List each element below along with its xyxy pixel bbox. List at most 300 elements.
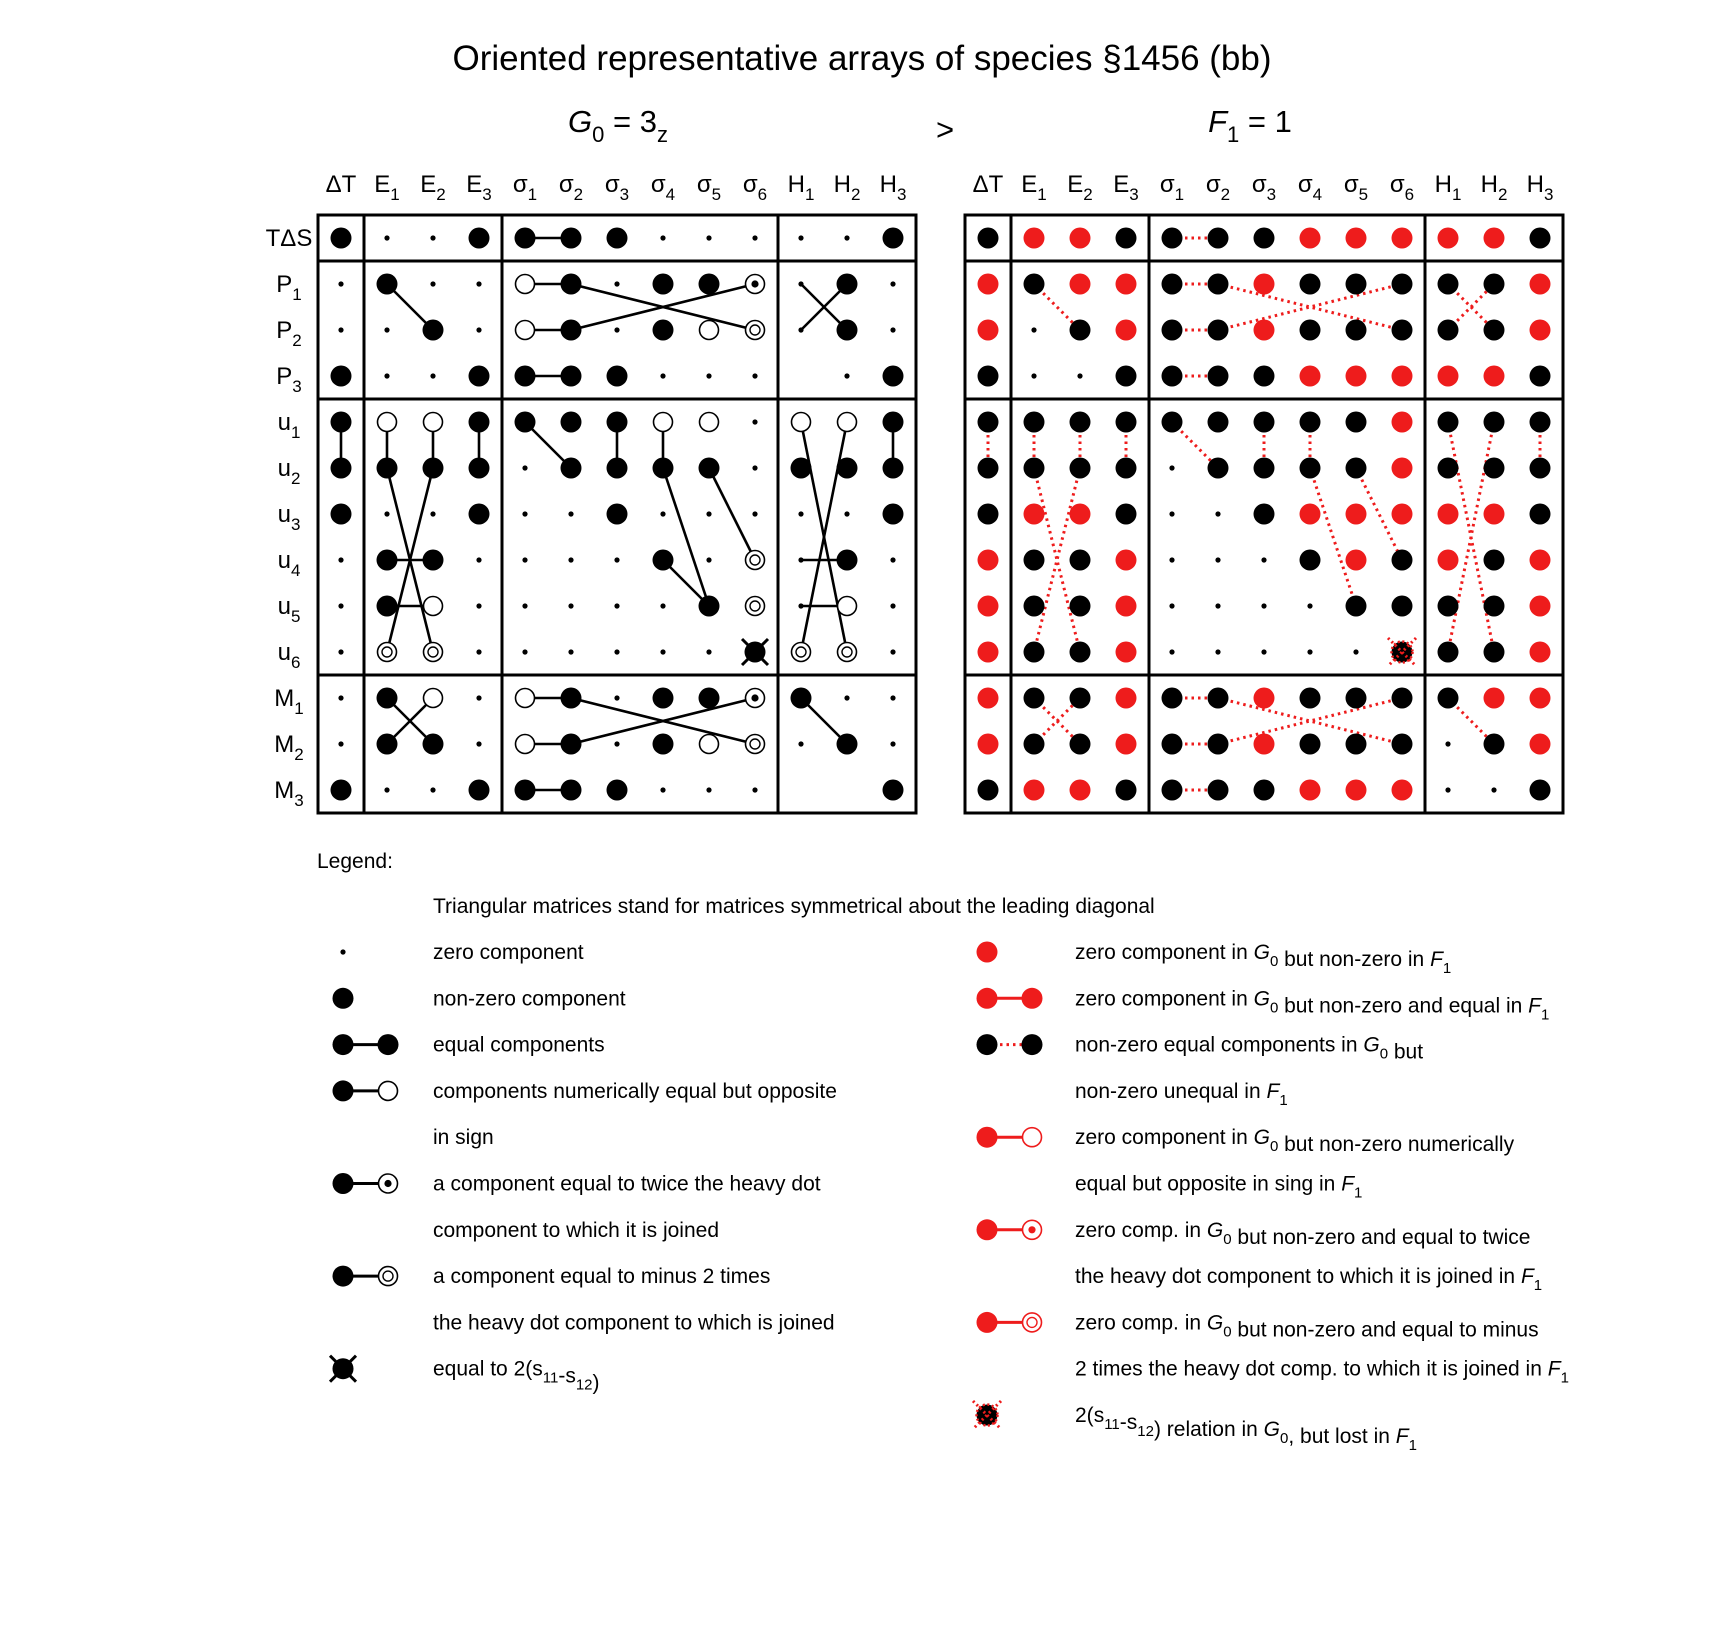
cell-r12-c8 bbox=[706, 787, 711, 792]
cell-r9-c11 bbox=[838, 643, 857, 662]
cell-r12-c7 bbox=[660, 787, 665, 792]
header-f1: $F_1 = 1$ bbox=[1208, 104, 1292, 147]
link-20 bbox=[663, 468, 709, 606]
cell-r7-c2 bbox=[423, 550, 444, 571]
cell-r3-c12 bbox=[1530, 366, 1551, 387]
cell-r5-c11 bbox=[1484, 458, 1505, 479]
cell-r11-c9 bbox=[1392, 734, 1413, 755]
cell-r8-c10 bbox=[798, 603, 803, 608]
cell-r12-c12 bbox=[883, 780, 904, 801]
cell-r8-c0 bbox=[338, 603, 343, 608]
cell-r8-c8 bbox=[1346, 596, 1367, 617]
cell-r9-c4 bbox=[1169, 649, 1174, 654]
cell-r1-c8 bbox=[1346, 274, 1367, 295]
cell-r6-c12 bbox=[1530, 504, 1551, 525]
cell-r12-c6 bbox=[607, 780, 628, 801]
legend-right-text-2-0: non-zero equal components in $G_0$ but bbox=[1075, 1033, 1424, 1064]
cell-r5-c10 bbox=[1438, 458, 1459, 479]
cell-r6-c3 bbox=[1116, 504, 1137, 525]
cell-r0-c0 bbox=[978, 228, 999, 249]
cell-r11-c3 bbox=[476, 741, 481, 746]
legend-left-symbol-1 bbox=[333, 988, 354, 1009]
cell-r8-c3 bbox=[476, 603, 481, 608]
cell-r12-c3 bbox=[1116, 780, 1137, 801]
col-label-f1-1: $E_1$ bbox=[1021, 171, 1047, 204]
cell-r8-c12 bbox=[890, 603, 895, 608]
row-label-6: $u_3$ bbox=[277, 501, 301, 534]
cell-r0-c4 bbox=[515, 228, 536, 249]
cell-r11-c0 bbox=[978, 734, 999, 755]
cell-r7-c3 bbox=[476, 557, 481, 562]
legend-left-text-3-1: in sign bbox=[433, 1126, 494, 1150]
cell-r3-c2 bbox=[1077, 373, 1082, 378]
cell-r8-c11 bbox=[838, 597, 857, 616]
cell-r9-c3 bbox=[476, 649, 481, 654]
cell-r9-c4 bbox=[522, 649, 527, 654]
legend-left-text-0-0: zero component bbox=[433, 941, 584, 964]
cell-r8-c2 bbox=[1070, 596, 1091, 617]
col-label-g0-4: $\sigma_1$ bbox=[512, 171, 538, 204]
cell-r12-c12 bbox=[1530, 780, 1551, 801]
cell-r3-c3 bbox=[469, 366, 490, 387]
cell-r8-c8 bbox=[699, 596, 720, 617]
cell-r3-c7 bbox=[1300, 366, 1321, 387]
legend-left-symbol-0 bbox=[340, 949, 345, 954]
cell-r0-c10 bbox=[1438, 228, 1459, 249]
legend-left-symbol-2-a bbox=[333, 1034, 354, 1055]
cell-r2-c7 bbox=[1300, 320, 1321, 341]
cell-r11-c2 bbox=[1070, 734, 1091, 755]
cell-r6-c2 bbox=[430, 511, 435, 516]
cell-r1-c3 bbox=[1116, 274, 1137, 295]
cell-r3-c0 bbox=[978, 366, 999, 387]
cell-r5-c7 bbox=[653, 458, 674, 479]
cell-r1-c11 bbox=[837, 274, 858, 295]
cell-r2-c9 bbox=[746, 321, 765, 340]
legend-left-text-3-0: components numerically equal but opposite bbox=[433, 1079, 837, 1103]
cell-r7-c1 bbox=[377, 550, 398, 571]
cell-r2-c11 bbox=[1484, 320, 1505, 341]
cell-r4-c6 bbox=[607, 412, 628, 433]
cell-r7-c4 bbox=[522, 557, 527, 562]
cell-r3-c8 bbox=[706, 373, 711, 378]
cell-r0-c7 bbox=[1300, 228, 1321, 249]
cell-r1-c2 bbox=[1070, 274, 1091, 295]
cell-r3-c1 bbox=[1031, 373, 1036, 378]
cell-r2-c4 bbox=[1162, 320, 1183, 341]
cell-r4-c3 bbox=[1116, 412, 1137, 433]
legend-right-symbol-4 bbox=[977, 1219, 1042, 1240]
cell-r1-c7 bbox=[1300, 274, 1321, 295]
row-label-0: TΔS bbox=[265, 225, 313, 252]
cell-r4-c11 bbox=[838, 413, 857, 432]
link-21 bbox=[709, 468, 755, 560]
cell-r7-c0 bbox=[978, 550, 999, 571]
cell-r7-c4 bbox=[1169, 557, 1174, 562]
cell-r6-c3 bbox=[469, 504, 490, 525]
legend-right-symbol-3 bbox=[977, 1127, 1042, 1148]
legend-left-text-5-0: a component equal to minus 2 times bbox=[433, 1265, 771, 1289]
cell-r6-c0 bbox=[978, 504, 999, 525]
cell-r4-c10 bbox=[792, 413, 811, 432]
cell-r0-c3 bbox=[1116, 228, 1137, 249]
cell-r6-c8 bbox=[1346, 504, 1367, 525]
legend-left-symbol-3 bbox=[333, 1080, 398, 1101]
cell-r4-c1 bbox=[1024, 412, 1045, 433]
cell-r11-c11 bbox=[1484, 734, 1505, 755]
cell-r10-c2 bbox=[424, 689, 443, 708]
cell-r9-c12 bbox=[1530, 642, 1551, 663]
cell-r0-c3 bbox=[469, 228, 490, 249]
cell-r1-c4 bbox=[1162, 274, 1183, 295]
cell-r10-c2 bbox=[1070, 688, 1091, 709]
cell-r8-c1 bbox=[377, 596, 398, 617]
legend-right-symbol-2-a bbox=[977, 1034, 998, 1055]
legend-left-symbol-5-a bbox=[333, 1266, 354, 1287]
col-label-g0-8: $\sigma_5$ bbox=[696, 171, 722, 204]
diagram-title: Oriented representative arrays of species §1456 (bb) bbox=[452, 39, 1272, 78]
matrix-f1 bbox=[965, 215, 1563, 813]
cell-r3-c3 bbox=[1116, 366, 1137, 387]
legend-left-symbol-2-b bbox=[378, 1034, 399, 1055]
cell-r2-c9 bbox=[1392, 320, 1413, 341]
cell-r5-c11 bbox=[837, 458, 858, 479]
cell-r10-c8 bbox=[699, 688, 720, 709]
cell-r9-c0 bbox=[978, 642, 999, 663]
cell-r9-c1 bbox=[378, 643, 397, 662]
cell-r6-c11 bbox=[1484, 504, 1505, 525]
cell-r11-c9 bbox=[746, 735, 765, 754]
col-label-g0-10: $H_1$ bbox=[787, 171, 815, 204]
cell-r6-c0 bbox=[331, 504, 352, 525]
cell-r8-c7 bbox=[660, 603, 665, 608]
legend-left-text-2-0: equal components bbox=[433, 1033, 605, 1057]
cell-r4-c7 bbox=[654, 413, 673, 432]
cell-r8-c3 bbox=[1116, 596, 1137, 617]
cell-r5-c5 bbox=[561, 458, 582, 479]
col-label-f1-7: $\sigma_4$ bbox=[1297, 171, 1323, 204]
legend-left-symbol-3-a bbox=[333, 1080, 354, 1101]
legend-right-text-4-1: the heavy dot component to which it is joined in $F_1$ bbox=[1075, 1265, 1543, 1295]
cell-r7-c8 bbox=[706, 557, 711, 562]
cell-r6-c4 bbox=[522, 511, 527, 516]
cell-r6-c9 bbox=[752, 511, 757, 516]
cell-r2-c10 bbox=[798, 327, 803, 332]
cell-r6-c2 bbox=[1070, 504, 1091, 525]
cell-r8-c7 bbox=[1307, 603, 1312, 608]
cell-r3-c9 bbox=[1392, 366, 1413, 387]
cell-r10-c10 bbox=[1438, 688, 1459, 709]
cell-r7-c6 bbox=[614, 557, 619, 562]
cell-r9-c5 bbox=[1215, 649, 1220, 654]
cell-r9-c10 bbox=[1438, 642, 1459, 663]
cell-r10-c8 bbox=[1346, 688, 1367, 709]
legend-right-symbol-6 bbox=[973, 1401, 1001, 1429]
legend-right-symbol-5 bbox=[977, 1312, 1042, 1333]
cell-r10-c0 bbox=[338, 695, 343, 700]
legend-left-text-5-1: the heavy dot component to which is joined bbox=[433, 1311, 835, 1335]
cell-r4-c6 bbox=[1254, 412, 1275, 433]
cell-r3-c6 bbox=[1254, 366, 1275, 387]
matrix-g0 bbox=[318, 215, 916, 813]
cell-r7-c11 bbox=[1484, 550, 1505, 571]
cell-r5-c6 bbox=[1254, 458, 1275, 479]
cell-r0-c8 bbox=[1346, 228, 1367, 249]
cell-r9-c6 bbox=[1261, 649, 1266, 654]
cell-r7-c12 bbox=[1530, 550, 1551, 571]
cell-r10-c7 bbox=[1300, 688, 1321, 709]
cell-r4-c1 bbox=[378, 413, 397, 432]
cell-r9-c5 bbox=[568, 649, 573, 654]
cell-r6-c10 bbox=[798, 511, 803, 516]
legend-left-symbol-6-dot bbox=[330, 1356, 356, 1382]
cell-r9-c1 bbox=[1024, 642, 1045, 663]
cell-r1-c5 bbox=[561, 274, 582, 295]
legend-left-symbol-5-b bbox=[379, 1267, 398, 1286]
cell-r5-c0 bbox=[331, 458, 352, 479]
cell-r11-c11 bbox=[837, 734, 858, 755]
col-label-f1-9: $\sigma_6$ bbox=[1389, 171, 1415, 204]
col-label-g0-11: $H_2$ bbox=[833, 171, 861, 204]
cell-r5-c1 bbox=[377, 458, 398, 479]
cell-r9-c7 bbox=[660, 649, 665, 654]
cell-r2-c4 bbox=[516, 321, 535, 340]
legend-left-symbol-1-dot bbox=[333, 988, 354, 1009]
cell-r3-c7 bbox=[660, 373, 665, 378]
cell-r6-c4 bbox=[1169, 511, 1174, 516]
cell-r6-c5 bbox=[568, 511, 573, 516]
cell-r11-c12 bbox=[1530, 734, 1551, 755]
cell-r11-c6 bbox=[614, 741, 619, 746]
cell-r4-c3 bbox=[469, 412, 490, 433]
legend-right-symbol-0-dot bbox=[977, 942, 998, 963]
cell-r3-c9 bbox=[752, 373, 757, 378]
cell-r7-c5 bbox=[1215, 557, 1220, 562]
cell-r5-c8 bbox=[1346, 458, 1367, 479]
cell-r8-c1 bbox=[1024, 596, 1045, 617]
legend-left-symbol-5 bbox=[333, 1266, 398, 1287]
cell-r5-c7 bbox=[1300, 458, 1321, 479]
legend-left-text-4-1: component to which it is joined bbox=[433, 1218, 719, 1242]
cell-r9-c8 bbox=[706, 649, 711, 654]
cell-r1-c11 bbox=[1484, 274, 1505, 295]
cell-r10-c12 bbox=[890, 695, 895, 700]
cell-r7-c11 bbox=[837, 550, 858, 571]
cell-r10-c12 bbox=[1530, 688, 1551, 709]
cell-r12-c2 bbox=[1070, 780, 1091, 801]
cell-r5-c2 bbox=[1070, 458, 1091, 479]
legend-right-text-1-0: zero component in $G_0$ but non-zero and equal in $F_1$ bbox=[1075, 987, 1550, 1024]
cell-r0-c0 bbox=[331, 228, 352, 249]
cell-r4-c11 bbox=[1484, 412, 1505, 433]
cell-r8-c6 bbox=[614, 603, 619, 608]
cell-r0-c6 bbox=[607, 228, 628, 249]
cell-r1-c5 bbox=[1208, 274, 1229, 295]
cell-r10-c0 bbox=[978, 688, 999, 709]
cell-r5-c12 bbox=[883, 458, 904, 479]
cell-r3-c4 bbox=[1162, 366, 1183, 387]
cell-r0-c8 bbox=[706, 235, 711, 240]
cell-r4-c0 bbox=[331, 412, 352, 433]
cell-r2-c12 bbox=[890, 327, 895, 332]
col-label-g0-9: $\sigma_6$ bbox=[742, 171, 768, 204]
cell-r10-c3 bbox=[476, 695, 481, 700]
cell-r2-c8 bbox=[700, 321, 719, 340]
cell-r7-c8 bbox=[1346, 550, 1367, 571]
cell-r12-c3 bbox=[469, 780, 490, 801]
cell-r4-c4 bbox=[1162, 412, 1183, 433]
legend-left-text-4-0: a component equal to twice the heavy dot bbox=[433, 1172, 821, 1196]
row-label-5: $u_2$ bbox=[277, 455, 301, 488]
cell-r0-c12 bbox=[1530, 228, 1551, 249]
cell-r12-c7 bbox=[1300, 780, 1321, 801]
legend-right-text-5-0: zero comp. in $G_0$ but non-zero and equal to minus bbox=[1075, 1311, 1539, 1342]
cell-r0-c9 bbox=[752, 235, 757, 240]
col-label-g0-5: $\sigma_2$ bbox=[558, 171, 584, 204]
cell-r3-c1 bbox=[384, 373, 389, 378]
cell-r7-c7 bbox=[653, 550, 674, 571]
cell-r12-c9 bbox=[1392, 780, 1413, 801]
legend-right-symbol-2-b bbox=[1022, 1034, 1043, 1055]
legend-title: Legend: bbox=[317, 850, 393, 873]
cell-r9-c0 bbox=[338, 649, 343, 654]
cell-r3-c10 bbox=[1438, 366, 1459, 387]
header-g0: $G_0 = 3_z$ bbox=[568, 104, 668, 147]
cell-r2-c5 bbox=[1208, 320, 1229, 341]
cell-r7-c3 bbox=[1116, 550, 1137, 571]
legend-right-text-0-0: zero component in $G_0$ but non-zero in $F_1$ bbox=[1075, 941, 1452, 977]
cell-r8-c10 bbox=[1438, 596, 1459, 617]
cell-r11-c7 bbox=[653, 734, 674, 755]
cell-r11-c4 bbox=[516, 735, 535, 754]
cell-r11-c8 bbox=[700, 735, 719, 754]
markers bbox=[978, 228, 1551, 801]
legend-right-symbol-0 bbox=[977, 942, 998, 963]
cell-r0-c7 bbox=[660, 235, 665, 240]
cell-r8-c4 bbox=[522, 603, 527, 608]
cell-r0-c6 bbox=[1254, 228, 1275, 249]
row-label-1: $P_1$ bbox=[276, 271, 302, 304]
cell-r11-c7 bbox=[1300, 734, 1321, 755]
cell-r5-c5 bbox=[1208, 458, 1229, 479]
cell-r1-c2 bbox=[430, 281, 435, 286]
row-label-12: $M_3$ bbox=[274, 777, 304, 810]
col-label-f1-10: $H_1$ bbox=[1434, 171, 1462, 204]
cell-r2-c0 bbox=[338, 327, 343, 332]
cell-r10-c11 bbox=[844, 695, 849, 700]
legend-left-text-1-0: non-zero component bbox=[433, 987, 626, 1011]
cell-r4-c12 bbox=[883, 412, 904, 433]
cell-r2-c3 bbox=[476, 327, 481, 332]
cell-r5-c2 bbox=[423, 458, 444, 479]
cell-r7-c6 bbox=[1261, 557, 1266, 562]
cell-r6-c7 bbox=[660, 511, 665, 516]
cell-r10-c5 bbox=[1208, 688, 1229, 709]
cell-r8-c4 bbox=[1169, 603, 1174, 608]
cell-r12-c0 bbox=[978, 780, 999, 801]
cell-r12-c8 bbox=[1346, 780, 1367, 801]
row-label-10: $M_1$ bbox=[274, 685, 304, 718]
cell-r8-c9 bbox=[1392, 596, 1413, 617]
cell-r9-c9 bbox=[742, 639, 768, 665]
cell-r0-c1 bbox=[384, 235, 389, 240]
cell-r11-c1 bbox=[1024, 734, 1045, 755]
cell-r5-c3 bbox=[1116, 458, 1137, 479]
cell-r4-c9 bbox=[752, 419, 757, 424]
cell-r1-c6 bbox=[1254, 274, 1275, 295]
cell-r12-c10 bbox=[1445, 787, 1450, 792]
cell-r8-c2 bbox=[424, 597, 443, 616]
cell-r9-c10 bbox=[792, 643, 811, 662]
cell-r0-c1 bbox=[1024, 228, 1045, 249]
cell-r0-c2 bbox=[430, 235, 435, 240]
cell-r1-c7 bbox=[653, 274, 674, 295]
cell-r4-c2 bbox=[1070, 412, 1091, 433]
cell-r1-c0 bbox=[978, 274, 999, 295]
cell-r9-c2 bbox=[424, 643, 443, 662]
cell-r9-c6 bbox=[614, 649, 619, 654]
cell-r5-c1 bbox=[1024, 458, 1045, 479]
cell-r0-c10 bbox=[798, 235, 803, 240]
cell-r11-c4 bbox=[1162, 734, 1183, 755]
cell-r8-c0 bbox=[978, 596, 999, 617]
row-label-2: $P_2$ bbox=[276, 317, 302, 350]
cell-r3-c4 bbox=[515, 366, 536, 387]
cell-r12-c0 bbox=[331, 780, 352, 801]
cell-r12-c1 bbox=[384, 787, 389, 792]
cell-r7-c1 bbox=[1024, 550, 1045, 571]
cell-r10-c9 bbox=[1392, 688, 1413, 709]
cell-r8-c5 bbox=[568, 603, 573, 608]
cell-r8-c11 bbox=[1484, 596, 1505, 617]
col-label-f1-0: ΔT bbox=[972, 171, 1004, 198]
cell-r4-c10 bbox=[1438, 412, 1459, 433]
cell-r11-c3 bbox=[1116, 734, 1137, 755]
relation-symbol: > bbox=[935, 112, 955, 147]
cell-r10-c11 bbox=[1484, 688, 1505, 709]
cell-r11-c5 bbox=[1208, 734, 1229, 755]
cell-r6-c5 bbox=[1215, 511, 1220, 516]
legend-left-text-6-0: equal to $2(s_{11}-s_{12})$ bbox=[433, 1357, 600, 1395]
cell-r2-c7 bbox=[653, 320, 674, 341]
row-label-3: $P_3$ bbox=[276, 363, 302, 396]
cell-r10-c9 bbox=[746, 689, 765, 708]
cell-r8-c12 bbox=[1530, 596, 1551, 617]
legend-note: Triangular matrices stand for matrices symmetrical about the leading diagonal bbox=[433, 895, 1155, 918]
cell-r4-c0 bbox=[978, 412, 999, 433]
col-label-g0-1: $E_1$ bbox=[374, 171, 400, 204]
col-label-g0-0: ΔT bbox=[325, 171, 357, 198]
cell-r1-c12 bbox=[890, 281, 895, 286]
cell-r10-c1 bbox=[1024, 688, 1045, 709]
cell-r3-c5 bbox=[1208, 366, 1229, 387]
cell-r11-c6 bbox=[1254, 734, 1275, 755]
col-label-f1-3: $E_3$ bbox=[1113, 171, 1139, 204]
legend-left-symbol-4-b bbox=[379, 1174, 398, 1193]
cell-r10-c6 bbox=[1254, 688, 1275, 709]
cell-r1-c1 bbox=[1024, 274, 1045, 295]
cell-r10-c10 bbox=[791, 688, 812, 709]
cell-r1-c0 bbox=[338, 281, 343, 286]
cell-r5-c6 bbox=[607, 458, 628, 479]
cell-r4-c9 bbox=[1392, 412, 1413, 433]
cell-r6-c8 bbox=[706, 511, 711, 516]
cell-r7-c7 bbox=[1300, 550, 1321, 571]
cell-r5-c3 bbox=[469, 458, 490, 479]
cell-r3-c0 bbox=[331, 366, 352, 387]
cell-r1-c10 bbox=[798, 281, 803, 286]
row-label-7: $u_4$ bbox=[277, 547, 301, 580]
